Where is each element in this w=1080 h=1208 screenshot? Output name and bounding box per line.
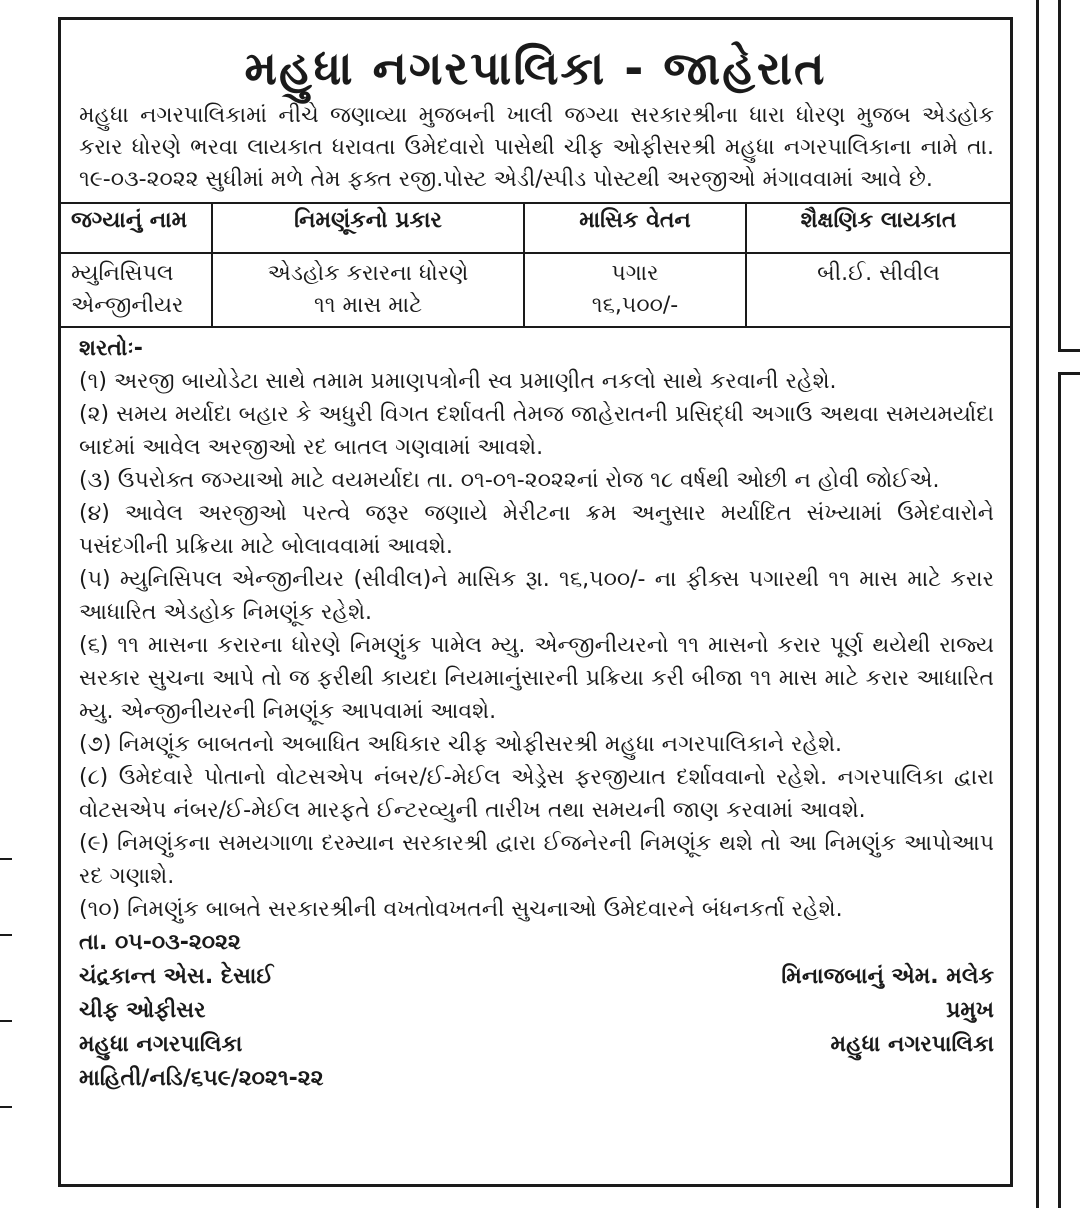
signature-block <box>61 926 1010 1096</box>
term-item: (૮) ઉમેદવારે પોતાનો વોટસએપ નંબર/ઈ-મેઈલ એડ્રેસ ફરજીયાત દર્શાવવાનો રહેશે. નગરપાલિકા દ્વારા વોટસએપ નંબર/ઈ-મેઈલ મારફતે ઈન્ટરવ્યુની તારીખ તથા સમયની જાણ કરવામાં આવશે. <box>79 765 994 823</box>
notice-date: તા. ૦૫-૦૩-૨૦૨૨ <box>79 930 241 955</box>
president-title: પ્રમુખ <box>946 998 994 1023</box>
reference-number: માહિતી/નડિ/૬૫૯/૨૦૨૧-૨૨ <box>79 1066 324 1091</box>
intro-paragraph: મહુધા નગરપાલિકામાં નીચે જણાવ્યા મુજબની ખાલી જગ્યા સરકારશ્રીના ધારા ધોરણ મુજબ એડહોક કરાર ધોરણે ભરવા લાયકાત ધરાવતા ઉમેદવારો પાસેથી ચીફ ઓફીસરશ્રી મહુધા નગરપાલિકાના નામે તા. ૧૯-૦૩-૨૦૨૨ સુધીમાં મળે તેમ ફક્ત રજી.પોસ્ટ એડી/સ્પીડ પોસ્ટથી અરજીઓ મંગાવવામાં આવે છે. <box>79 103 994 192</box>
adjacent-rule <box>0 934 12 936</box>
term-item: (૭) નિમણૂંક બાબતનો અબાધિત અધિકાર ચીફ ઓફીસરશ્રી મહુધા નગરપાલિકાને રહેશે. <box>79 732 843 757</box>
header-qualification: શૈક્ષણિક લાયકાત <box>746 203 1010 253</box>
term-item: (૧) અરજી બાયોડેટા સાથે તમામ પ્રમાણપત્રોની સ્વ પ્રમાણીત નકલો સાથે કરવાની રહેશે. <box>79 369 837 394</box>
adjacent-rule <box>0 858 12 860</box>
cell-post-name: મ્યુનિસિપલ એન્જીનીયર <box>61 253 212 327</box>
vacancy-table <box>61 202 1010 328</box>
adjacent-ad-fragment-bottom <box>1058 372 1080 1208</box>
table-header-row <box>61 203 1010 253</box>
cell-appointment-type: એડહોક કરારના ધોરણે ૧૧ માસ માટે <box>212 253 524 327</box>
cell-qualification: બી.ઈ. સીવીલ <box>746 253 1010 327</box>
term-item: (૩) ઉપરોક્ત જગ્યાઓ માટે વયમર્યાદા તા. ૦૧-૦૧-૨૦૨૨નાં રોજ ૧૮ વર્ષથી ઓછી ન હોવી જોઈએ. <box>79 468 940 493</box>
chief-officer-title: ચીફ ઓફીસર <box>79 998 206 1023</box>
advertisement-box <box>58 17 1013 1187</box>
table-row <box>61 253 1010 327</box>
adjacent-ad-fragment-top <box>1058 0 1080 352</box>
header-appointment-type: નિમણૂંકનો પ્રકાર <box>212 203 524 253</box>
header-monthly-salary: માસિક વેતન <box>524 203 746 253</box>
term-item: (૫) મ્યુનિસિપલ એન્જીનીયર (સીવીલ)ને માસિક રૂા. ૧૬,૫૦૦/- ના ફીક્સ પગારથી ૧૧ માસ માટે કરાર આધારિત એડહોક નિમણૂંક રહેશે. <box>79 567 994 625</box>
adjacent-column-rule <box>1036 0 1039 1208</box>
adjacent-rule <box>0 1020 12 1022</box>
president-name: મિનાજબાનું એમ. મલેક <box>781 964 994 989</box>
term-item: (૨) સમય મર્યાદા બહાર કે અધુરી વિગત દર્શાવતી તેમજ જાહેરાતની પ્રસિદ્ધી અગાઉ અથવા સમયમર્યાદા બાદમાં આવેલ અરજીઓ રદ બાતલ ગણવામાં આવશે. <box>79 402 994 460</box>
term-item: (૪) આવેલ અરજીઓ પરત્વે જરૂર જણાયે મેરીટના ક્રમ અનુસાર મર્યાદિત સંખ્યામાં ઉમેદવારોને પસંદગીની પ્રક્રિયા માટે બોલાવવામાં આવશે. <box>79 501 994 559</box>
chief-officer-org: મહુધા નગરપાલિકા <box>79 1032 243 1057</box>
header-post-name: જગ્યાનું નામ <box>61 203 212 253</box>
term-item: (૯) નિમણુંકના સમયગાળા દરમ્યાન સરકારશ્રી દ્વારા ઈજનેરની નિમણૂંક થશે તો આ નિમણુંક આપોઆપ રદ ગણાશે. <box>79 831 994 889</box>
ad-title: મહુધા નગરપાલિકા - જાહેરાત <box>244 41 827 95</box>
term-item: (૬) ૧૧ માસના કરારના ધોરણે નિમણુંક પામેલ મ્યુ. એન્જીનીયરનો ૧૧ માસનો કરાર પૂર્ણ થયેથી રાજ્ય સરકાર સુચના આપે તો જ ફરીથી કાયદા નિયમાનુંસારની પ્રક્રિયા કરી બીજા ૧૧ માસ માટે કરાર આધારિત મ્યુ. એન્જીનીયરની નિમણૂંક આપવામાં આવશે. <box>79 633 994 724</box>
chief-officer-name: ચંદ્રકાન્ત એસ. દેસાઈ <box>79 964 274 989</box>
president-org: મહુધા નગરપાલિકા <box>830 1032 994 1057</box>
terms-heading: શરતોઃ- <box>79 336 143 361</box>
terms-section <box>61 328 1010 926</box>
term-item: (૧૦) નિમણુંક બાબતે સરકારશ્રીની વખતોવખતની સુચનાઓ ઉમેદવારને બંધનકર્તા રહેશે. <box>79 897 843 922</box>
adjacent-rule <box>0 1106 12 1108</box>
cell-salary: પગાર ૧૬,૫૦૦/- <box>524 253 746 327</box>
